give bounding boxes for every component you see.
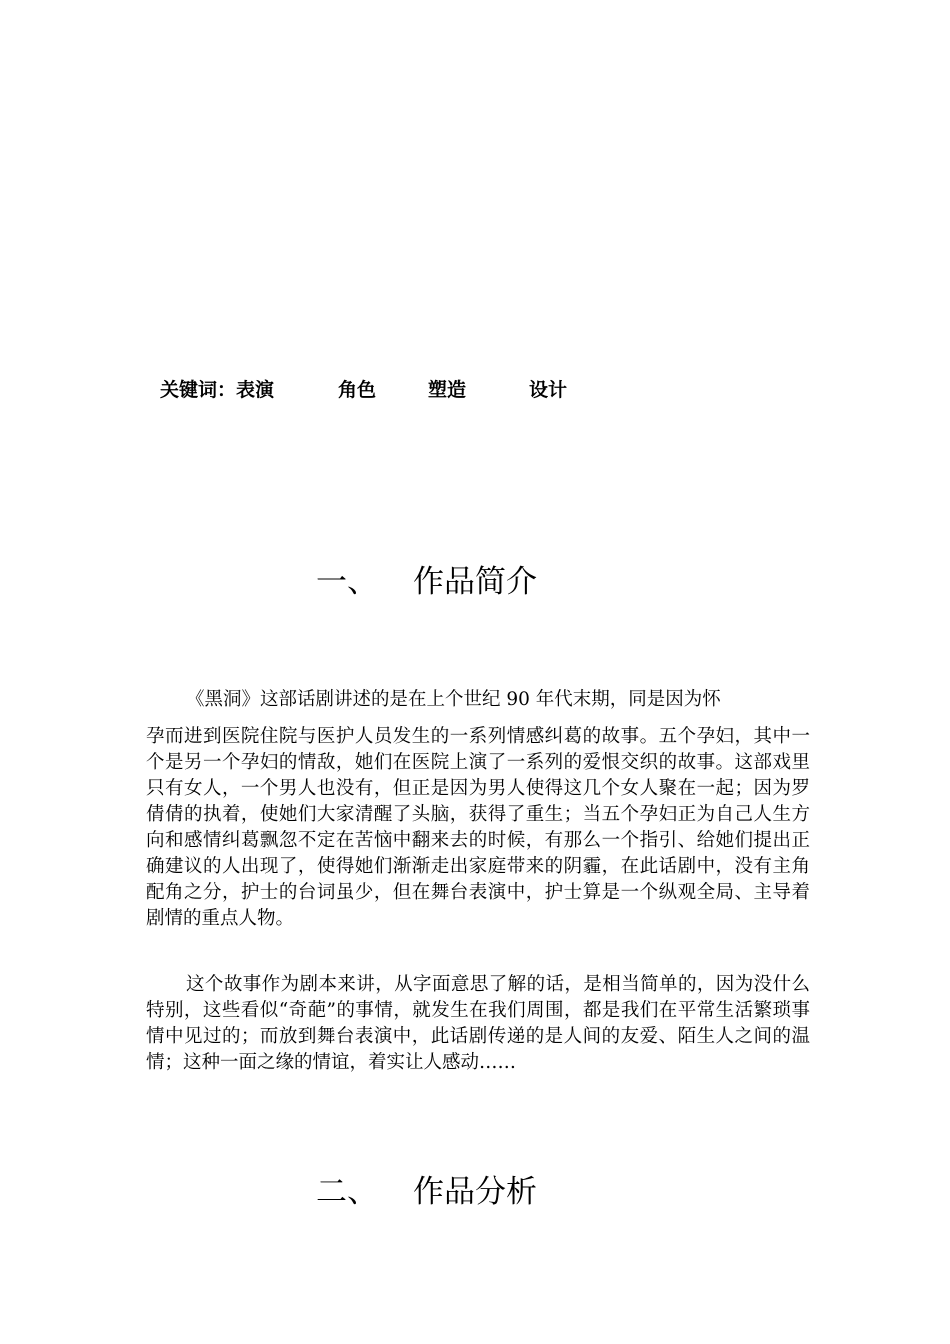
section-heading-intro [316, 562, 537, 602]
section-number: 二、 [316, 1174, 378, 1210]
section-heading-analysis [316, 1172, 537, 1212]
keyword-item: 设计 [529, 379, 568, 401]
section-title: 作品分析 [413, 1174, 537, 1210]
paragraph-intro-first-line: 《黑洞》这部话剧讲述的是在上个世纪 90 年代末期，同是因为怀 [186, 689, 721, 710]
paragraph-story-summary: 这个故事作为剧本来讲，从字面意思了解的话，是相当简单的，因为没什么特别，这些看似“奇葩”的事情，就发生在我们周围，都是我们在平常生活繁琐事情中见过的；而放到舞台表演中，此话剧传递的是人间的友爱、陌生人之间的温情；这种一面之缘的情谊，着实让人感动…… [146, 974, 810, 1073]
keywords-label: 关键词： [160, 379, 237, 401]
keyword-item: 塑造 [428, 379, 467, 401]
keywords-line [160, 376, 568, 404]
section-number: 一、 [316, 564, 378, 600]
section-title: 作品简介 [413, 564, 537, 600]
keyword-item: 表演 [236, 379, 275, 401]
paragraph-intro-body: 孕而进到医院住院与医护人员发生的一系列情感纠葛的故事。五个孕妇，其中一个是另一个孕妇的情敌，她们在医院上演了一系列的爱恨交织的故事。这部戏里只有女人，一个男人也没有，但正是因为男人使得这几个女人聚在一起；因为罗倩倩的执着，使她们大家清醒了头脑，获得了重生；当五个孕妇正为自己人生方向和感情纠葛飘忽不定在苦恼中翻来去的时候，有那么一个指引、给她们提出正确建议的人出现了，使得她们渐渐走出家庭带来的阴霾，在此话剧中，没有主角配角之分，护士的台词虽少，但在舞台表演中，护士算是一个纵观全局、主导着剧情的重点人物。 [146, 726, 810, 929]
keyword-item: 角色 [338, 379, 377, 401]
